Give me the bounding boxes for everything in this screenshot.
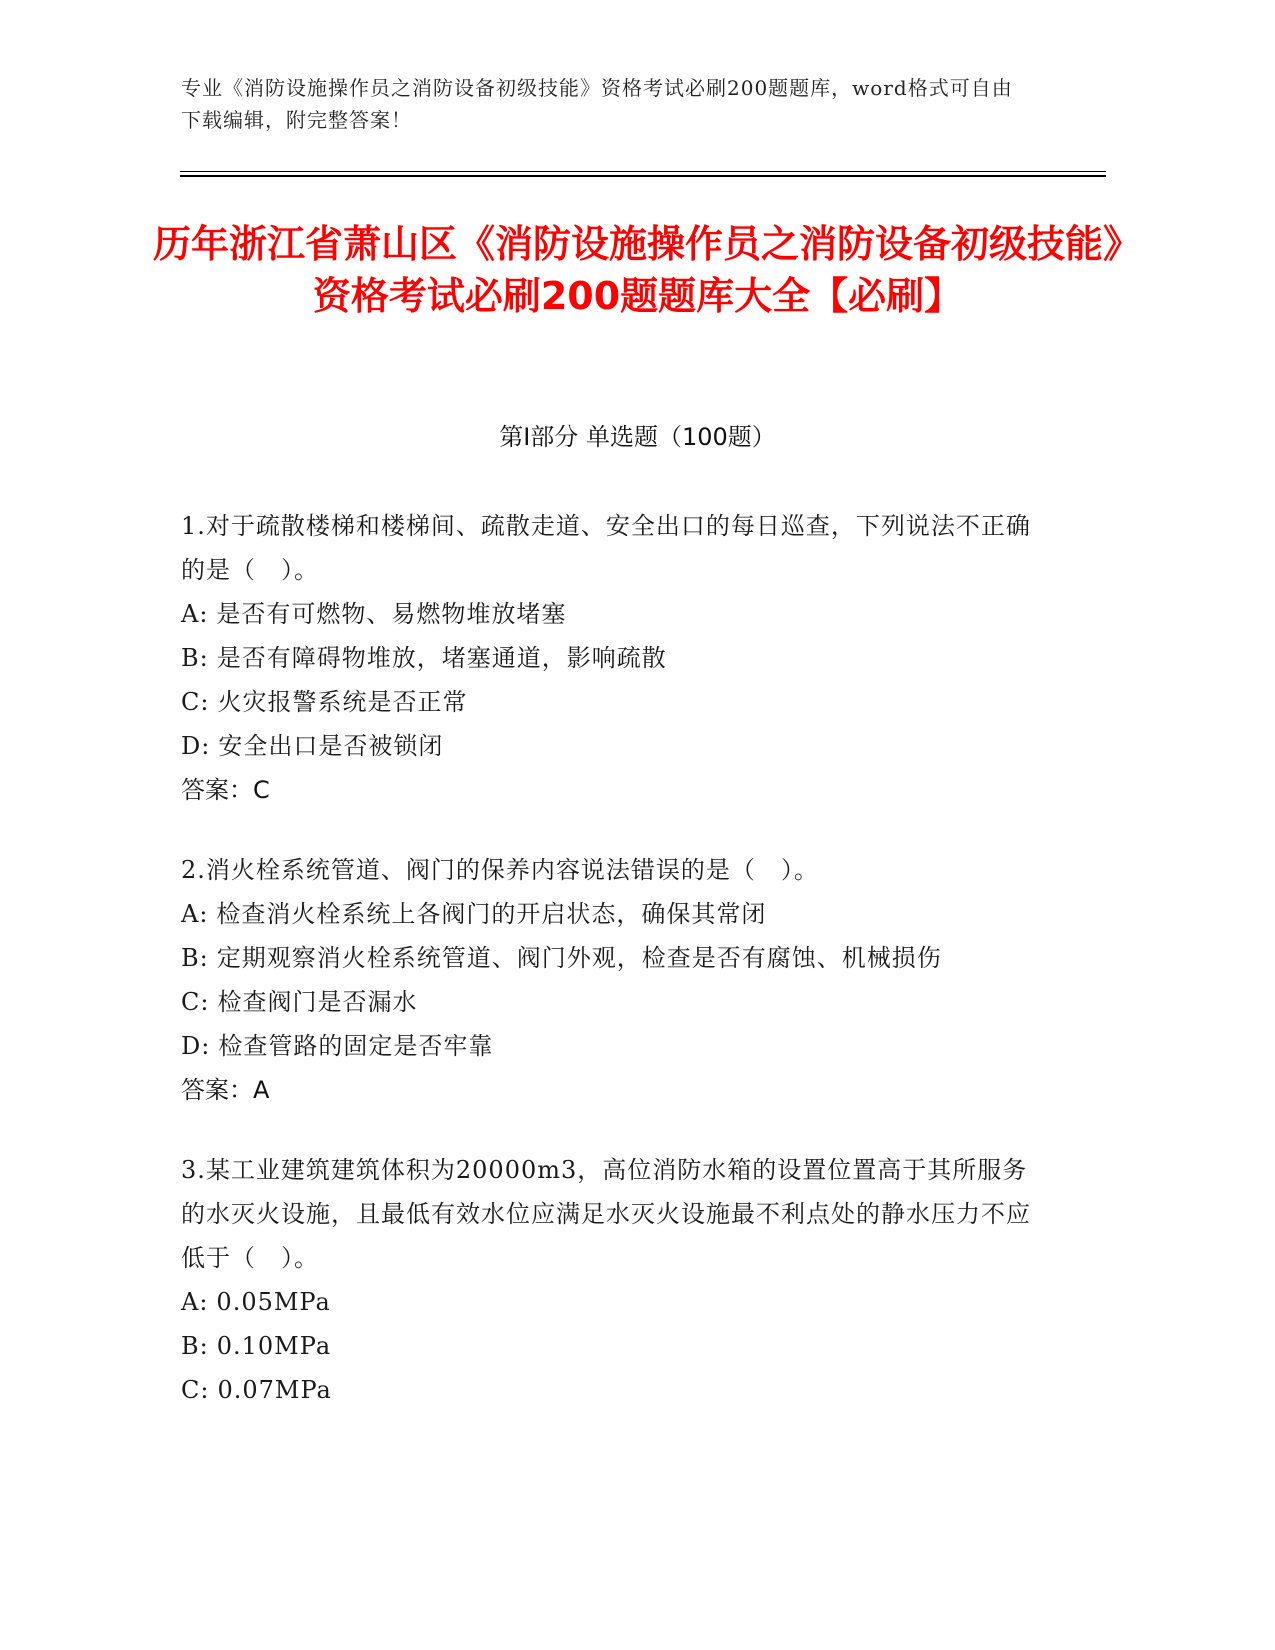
option-c [181,1368,1041,1412]
option-c [181,680,1041,724]
question-stem: 2.消火栓系统管道、阀门的保养内容说法错误的是（ ）。 [181,856,819,884]
option-text: 0.05MPa [216,1288,331,1316]
option-letter: A: [181,1288,209,1316]
option-a [181,1280,1041,1324]
option-b [181,936,1041,980]
option-text: 定期观察消火栓系统管道、阀门外观，检查是否有腐蚀、机械损伤 [216,944,942,972]
option-text: 是否有可燃物、易燃物堆放堵塞 [216,600,567,628]
question-3 [181,1148,1041,1412]
option-a [181,892,1041,936]
question-1 [181,504,1041,812]
option-letter: B: [181,644,209,672]
option-b [181,636,1041,680]
option-text: 检查消火栓系统上各阀门的开启状态，确保其常闭 [216,900,767,928]
option-b [181,1324,1041,1368]
option-d [181,1024,1041,1068]
option-letter: C: [181,988,210,1016]
option-letter: D: [181,1032,211,1060]
option-c [181,980,1041,1024]
option-letter: C: [181,688,210,716]
option-letter: D: [181,732,211,760]
answer-line: 答案：C [181,776,270,804]
option-a [181,592,1041,636]
option-letter: C: [181,1376,210,1404]
option-letter: B: [181,944,209,972]
option-text: 火灾报警系统是否正常 [217,688,468,716]
option-letter: A: [181,600,209,628]
section-heading: 第Ⅰ部分 单选题（100题） [499,423,776,451]
header-rule-thin [180,171,1106,172]
option-letter: B: [181,1332,209,1360]
question-2 [181,848,1041,1112]
option-text: 检查阀门是否漏水 [217,988,418,1016]
answer-line: 答案：A [181,1076,270,1104]
header-rule-thick [180,175,1106,177]
question-list [181,504,1041,1448]
option-text: 安全出口是否被锁闭 [218,732,444,760]
option-text: 0.07MPa [217,1376,332,1404]
document-title: 历年浙江省萧山区《消防设施操作员之消防设备初级技能》资格考试必刷200题题库大全【必刷】 [152,222,1122,318]
option-letter: A: [181,900,209,928]
question-stem: 3.某工业建筑建筑体积为20000m3，高位消防水箱的设置位置高于其所服务的水灭火设施，且最低有效水位应满足水灭火设施最不利点处的静水压力不应低于（ ）。 [181,1156,1031,1272]
question-stem: 1.对于疏散楼梯和楼梯间、疏散走道、安全出口的每日巡查，下列说法不正确的是（ ）。 [181,512,1031,584]
option-text: 是否有障碍物堆放，堵塞通道，影响疏散 [216,644,667,672]
option-d [181,724,1041,768]
option-text: 检查管路的固定是否牢靠 [218,1032,494,1060]
header-note: 专业《消防设施操作员之消防设备初级技能》资格考试必刷200题题库，word格式可自由下载编辑，附完整答案！ [181,76,1013,132]
option-text: 0.10MPa [216,1332,332,1360]
